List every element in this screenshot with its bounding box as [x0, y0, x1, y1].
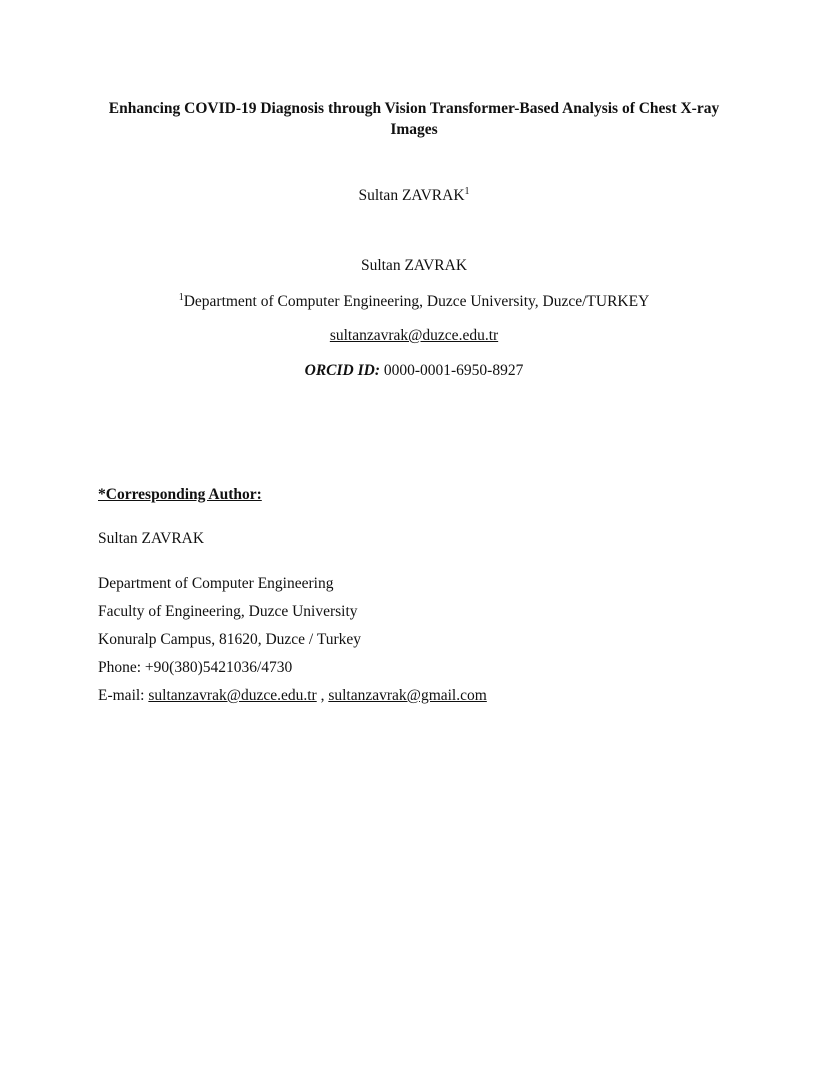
phone-line: Phone: +90(380)5421036/4730	[98, 659, 293, 676]
affiliation-marker: 1	[178, 291, 184, 303]
orcid-line	[0, 361, 828, 381]
paper-title: Enhancing COVID-19 Diagnosis through Vision Transformer-Based Analysis of Chest X-ray Images	[108, 100, 720, 138]
corresponding-heading-text: *Corresponding Author:	[98, 486, 262, 503]
author-name-repeat: Sultan ZAVRAK	[360, 257, 468, 274]
author-email-link[interactable]: sultanzavrak@duzce.edu.tr	[329, 327, 499, 344]
corresponding-author-name: Sultan ZAVRAK	[98, 530, 205, 547]
corresponding-email-line	[98, 686, 487, 706]
orcid-label: ORCID ID:	[304, 362, 380, 379]
address-line-campus: Konuralp Campus, 81620, Duzce / Turkey	[98, 631, 362, 648]
corresponding-author-heading	[98, 485, 262, 505]
affiliation-line	[0, 292, 828, 312]
email-separator: ,	[316, 687, 329, 704]
address-line-faculty: Faculty of Engineering, Duzce University	[98, 603, 358, 620]
author-affiliation-marker: 1	[464, 185, 470, 197]
affiliation-text: Department of Computer Engineering, Duzce University, Duzce/TURKEY	[183, 293, 650, 310]
author-line	[0, 186, 828, 206]
author-name: Sultan ZAVRAK	[358, 187, 465, 204]
email-label: E-mail:	[98, 687, 149, 704]
orcid-value: 0000-0001-6950-8927	[379, 362, 524, 379]
email-line	[0, 326, 828, 346]
address-line-department: Department of Computer Engineering	[98, 575, 334, 592]
email-link-duzce[interactable]: sultanzavrak@duzce.edu.tr	[148, 687, 317, 704]
email-link-gmail[interactable]: sultanzavrak@gmail.com	[328, 687, 487, 704]
